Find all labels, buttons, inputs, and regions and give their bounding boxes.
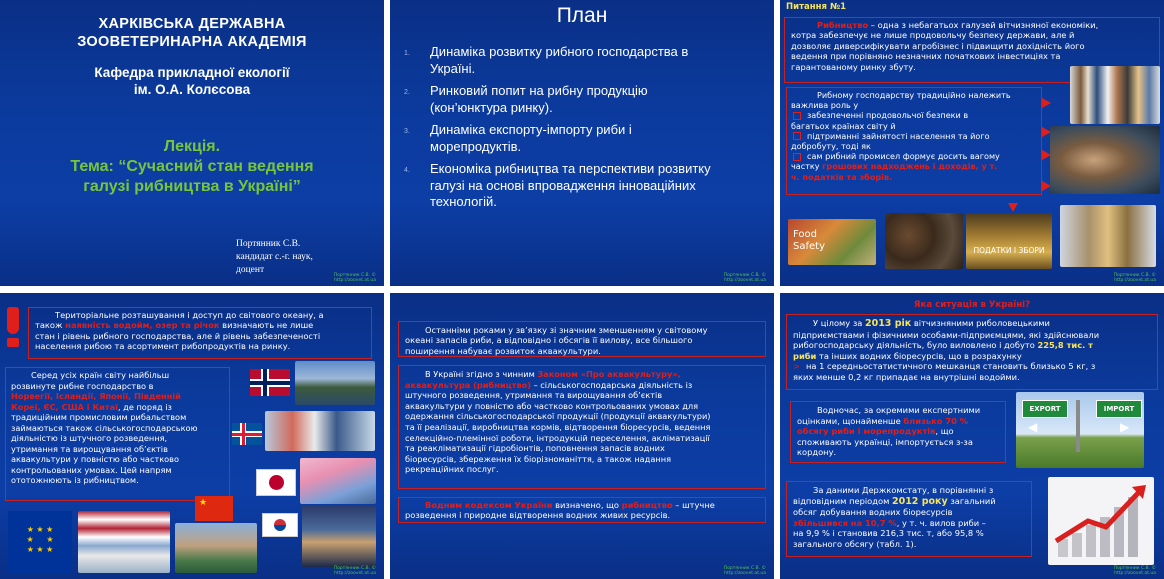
china-flag-icon: ★: [195, 496, 233, 521]
market-crowd-photo: [885, 213, 963, 269]
left-arrow-icon: ◀: [1028, 420, 1038, 434]
bullet-item: сам рибний промисел формує досить вагому: [791, 151, 1037, 161]
iceland-flag-icon: [232, 423, 262, 445]
workers-photo: [1070, 66, 1160, 124]
slide-footer: Портянник С.В. © http://zoovet.at.ua: [1113, 273, 1156, 283]
coin-stacks-photo: [1060, 205, 1156, 267]
plan-item: 4. Економіка рибництва та перспективи розвитку галузі на основі впровадження інноваційних технологій.: [404, 161, 711, 209]
plan-item: 3. Динаміка експорту-імпорту риби і морепродуктів.: [404, 122, 632, 154]
statistics-box: За даними Держкомстату, в порівнянні з відповідним періодом 2012 року загальний обсяг добування водних біоресурсів збільшився на 10,7 %, у т. ч. вилов риби – на 9,9 % і становив 216,3 тис. т, або 95,8 % загального обсягу (табл. 1).: [786, 481, 1032, 557]
lecture-topic: Лекція. Тема: “Сучасний стан ведення галузі рибництва в Україні”: [70, 138, 314, 195]
slide-footer: Портянник С.В. © http://zoovet.at.ua: [723, 273, 766, 283]
plan-list: [404, 44, 764, 211]
import-share-box: Водночас, за окремими експертними оцінками, щонайменше близько 70 % обсягу риби і морепродуктів, що споживають українці, імпортується з-за кордону.: [790, 401, 1006, 463]
square-bullet-icon: [793, 153, 801, 161]
author-info: Портянник С.В. кандидат с.-г. наук, доцент: [236, 239, 313, 275]
arrow-bullet-icon: >: [793, 361, 800, 372]
taxes-label: ПОДАТКИ І ЗБОРИ: [973, 246, 1045, 255]
title-slide: [0, 0, 384, 286]
intro-box: Останніми роками у зв’язку зі значним зменшенням у світовому океані запасів риби, а відповідно і обсягів її вилову, все більшого поширення набуває розвиток аквакультури.: [398, 321, 766, 357]
plan-title: План: [556, 4, 608, 27]
taxes-coins-photo: [966, 213, 1052, 269]
fisherman-photo: [1050, 126, 1160, 194]
plan-item: 2. Ринковий попит на рибну продукцію (кон’юнктура ринку).: [404, 83, 648, 115]
territory-slide: [0, 293, 384, 579]
question1-slide: [780, 0, 1164, 286]
eu-flag-photo: ★ ★ ★ ★ ★ ★ ★ ★: [8, 511, 72, 573]
export-sign: EXPORT: [1022, 400, 1068, 418]
usa-capitol-photo: [78, 511, 170, 573]
china-temple-photo: [175, 523, 257, 573]
slide-footer: Портянник С.В. © http://zoovet.at.ua: [723, 566, 766, 576]
question-title: Питання №1: [786, 2, 847, 12]
situation-title: Яка ситуація в Україні?: [913, 300, 1031, 310]
slide-footer: Портянник С.В. © http://zoovet.at.ua: [1113, 566, 1156, 576]
aquaculture-slide: [390, 293, 774, 579]
norway-fjord-photo: [295, 361, 375, 405]
exclamation-icon: [5, 307, 21, 347]
square-bullet-icon: [793, 112, 801, 120]
bullet-item: забезпеченні продовольчої безпеки в: [791, 110, 1037, 120]
food-safety-label: Food Safety: [793, 229, 825, 252]
department-name: Кафедра прикладної екології ім. О.А. Колєсова: [94, 65, 290, 97]
food-safety-photo: [788, 219, 876, 265]
slide-footer: Портянник С.В. © http://zoovet.at.ua: [333, 566, 376, 576]
plan-item: 1. Динаміка розвитку рибного господарства в Україні.: [404, 44, 689, 76]
water-code-box: Водним кодексом України визначено, що рибництво – штучне розведення і природне відтворення водних живих ресурсів.: [398, 497, 766, 523]
definition-box: Рибництво – одна з небагатьох галузей вітчизняної економіки, котра забезпечує не лише продовольчу безпеку держави, але й дозволяє диверсифікувати агробізнес і підвищити дохідність його ведення при порівняно незначних початкових інвестиціях та гарантованому ринку збуту.: [784, 17, 1160, 83]
export-import-sign-photo: [1016, 392, 1144, 468]
square-bullet-icon: [793, 132, 801, 140]
south-korea-flag-icon: [262, 513, 298, 537]
korea-city-photo: [302, 505, 376, 567]
role-box: Рибному господарству традиційно належить важлива роль у забезпеченні продовольчої безпеки в багатьох країнах світу й підтриманні зайнятості населення та його добробуту, тоді як сам рибний промисел формує досить вагому частку грошових надходжень і доходів, у т. ч. податків та зборів.: [786, 87, 1042, 195]
import-sign: IMPORT: [1096, 400, 1142, 418]
japan-flag-icon: [256, 469, 296, 496]
rising-arrow-icon: [1048, 477, 1154, 565]
catch-2013-box: У цілому за 2013 рік вітчизняними риболовецькими підприємствами і фізичними особами-підприємцями, які здійснювали рибогосподарську діяльність, було виловлено і добуто 225,8 тис. т риби та інших водних біоресурсів, що в розрахунку > на 1 середньостатистичного мешканця становить близько 5 кг, з яких менше 0,2 кг припадає на внутрішні водойми.: [786, 314, 1158, 390]
japan-sakura-photo: [300, 458, 376, 504]
academy-name: ХАРКІВСЬКА ДЕРЖАВНА ЗООВЕТЕРИНАРНА АКАДЕМІЯ: [77, 16, 307, 50]
slide-footer: Портянник С.В. © http://zoovet.at.ua: [333, 273, 376, 283]
growth-bars-photo: [1048, 477, 1154, 565]
ukraine-situation-slide: [780, 293, 1164, 579]
plan-slide: [390, 0, 774, 286]
red-arrow-icon: [1008, 203, 1018, 212]
norway-flag-icon: [250, 369, 290, 396]
law-definition-box: В Україні згідно з чинним Законом «Про аквакультуру», аквакультура (рибництво) – сільськогосподарська діяльність із штучного розведення, утримання та вирощування об’єктів аквакультури у повністю або частково контрольованих умовах для одержання сільськогосподарської продукції (продукції аквакультури) та її реалізації, виробництва кормів, відтворення біоресурсів, ведення селекційно-племінної роботи, інтродукцій переселення, акліматизації та реакліматизації гідробіонтів, поповнення запасів водних біоресурсів, збереження їх біорізноманіття, а також надання рекреаційних послуг.: [398, 365, 766, 489]
iceland-town-photo: [265, 411, 375, 451]
countries-box: Серед усіх країн світу найбільш розвинуте рибне господарство в Норвегії, Ісландії, Японії, Південній Кореї, ЄС, США і Китаї, де поряд із традиційним промисловим рибальством займаються також сільськогосподарською діяльністю із штучного розведення, утримання та вирощування об’єктів аквакультури у повністю або частково контрольованих умовах. Цей напрям ототожнюють із рибництвом.: [5, 367, 230, 501]
bullet-item: підтриманні зайнятості населення та його: [791, 131, 1037, 141]
red-arrow-icon: [1042, 98, 1051, 108]
territory-box: Територіальне розташування і доступ до світового океану, а також наявність водойм, озер та річок визначають не лише стан і рівень рибного господарства, але й рівень забезпеченості населення рибою та асортимент рибопродуктів на ринку.: [28, 307, 372, 359]
right-arrow-icon: ▶: [1120, 420, 1130, 434]
